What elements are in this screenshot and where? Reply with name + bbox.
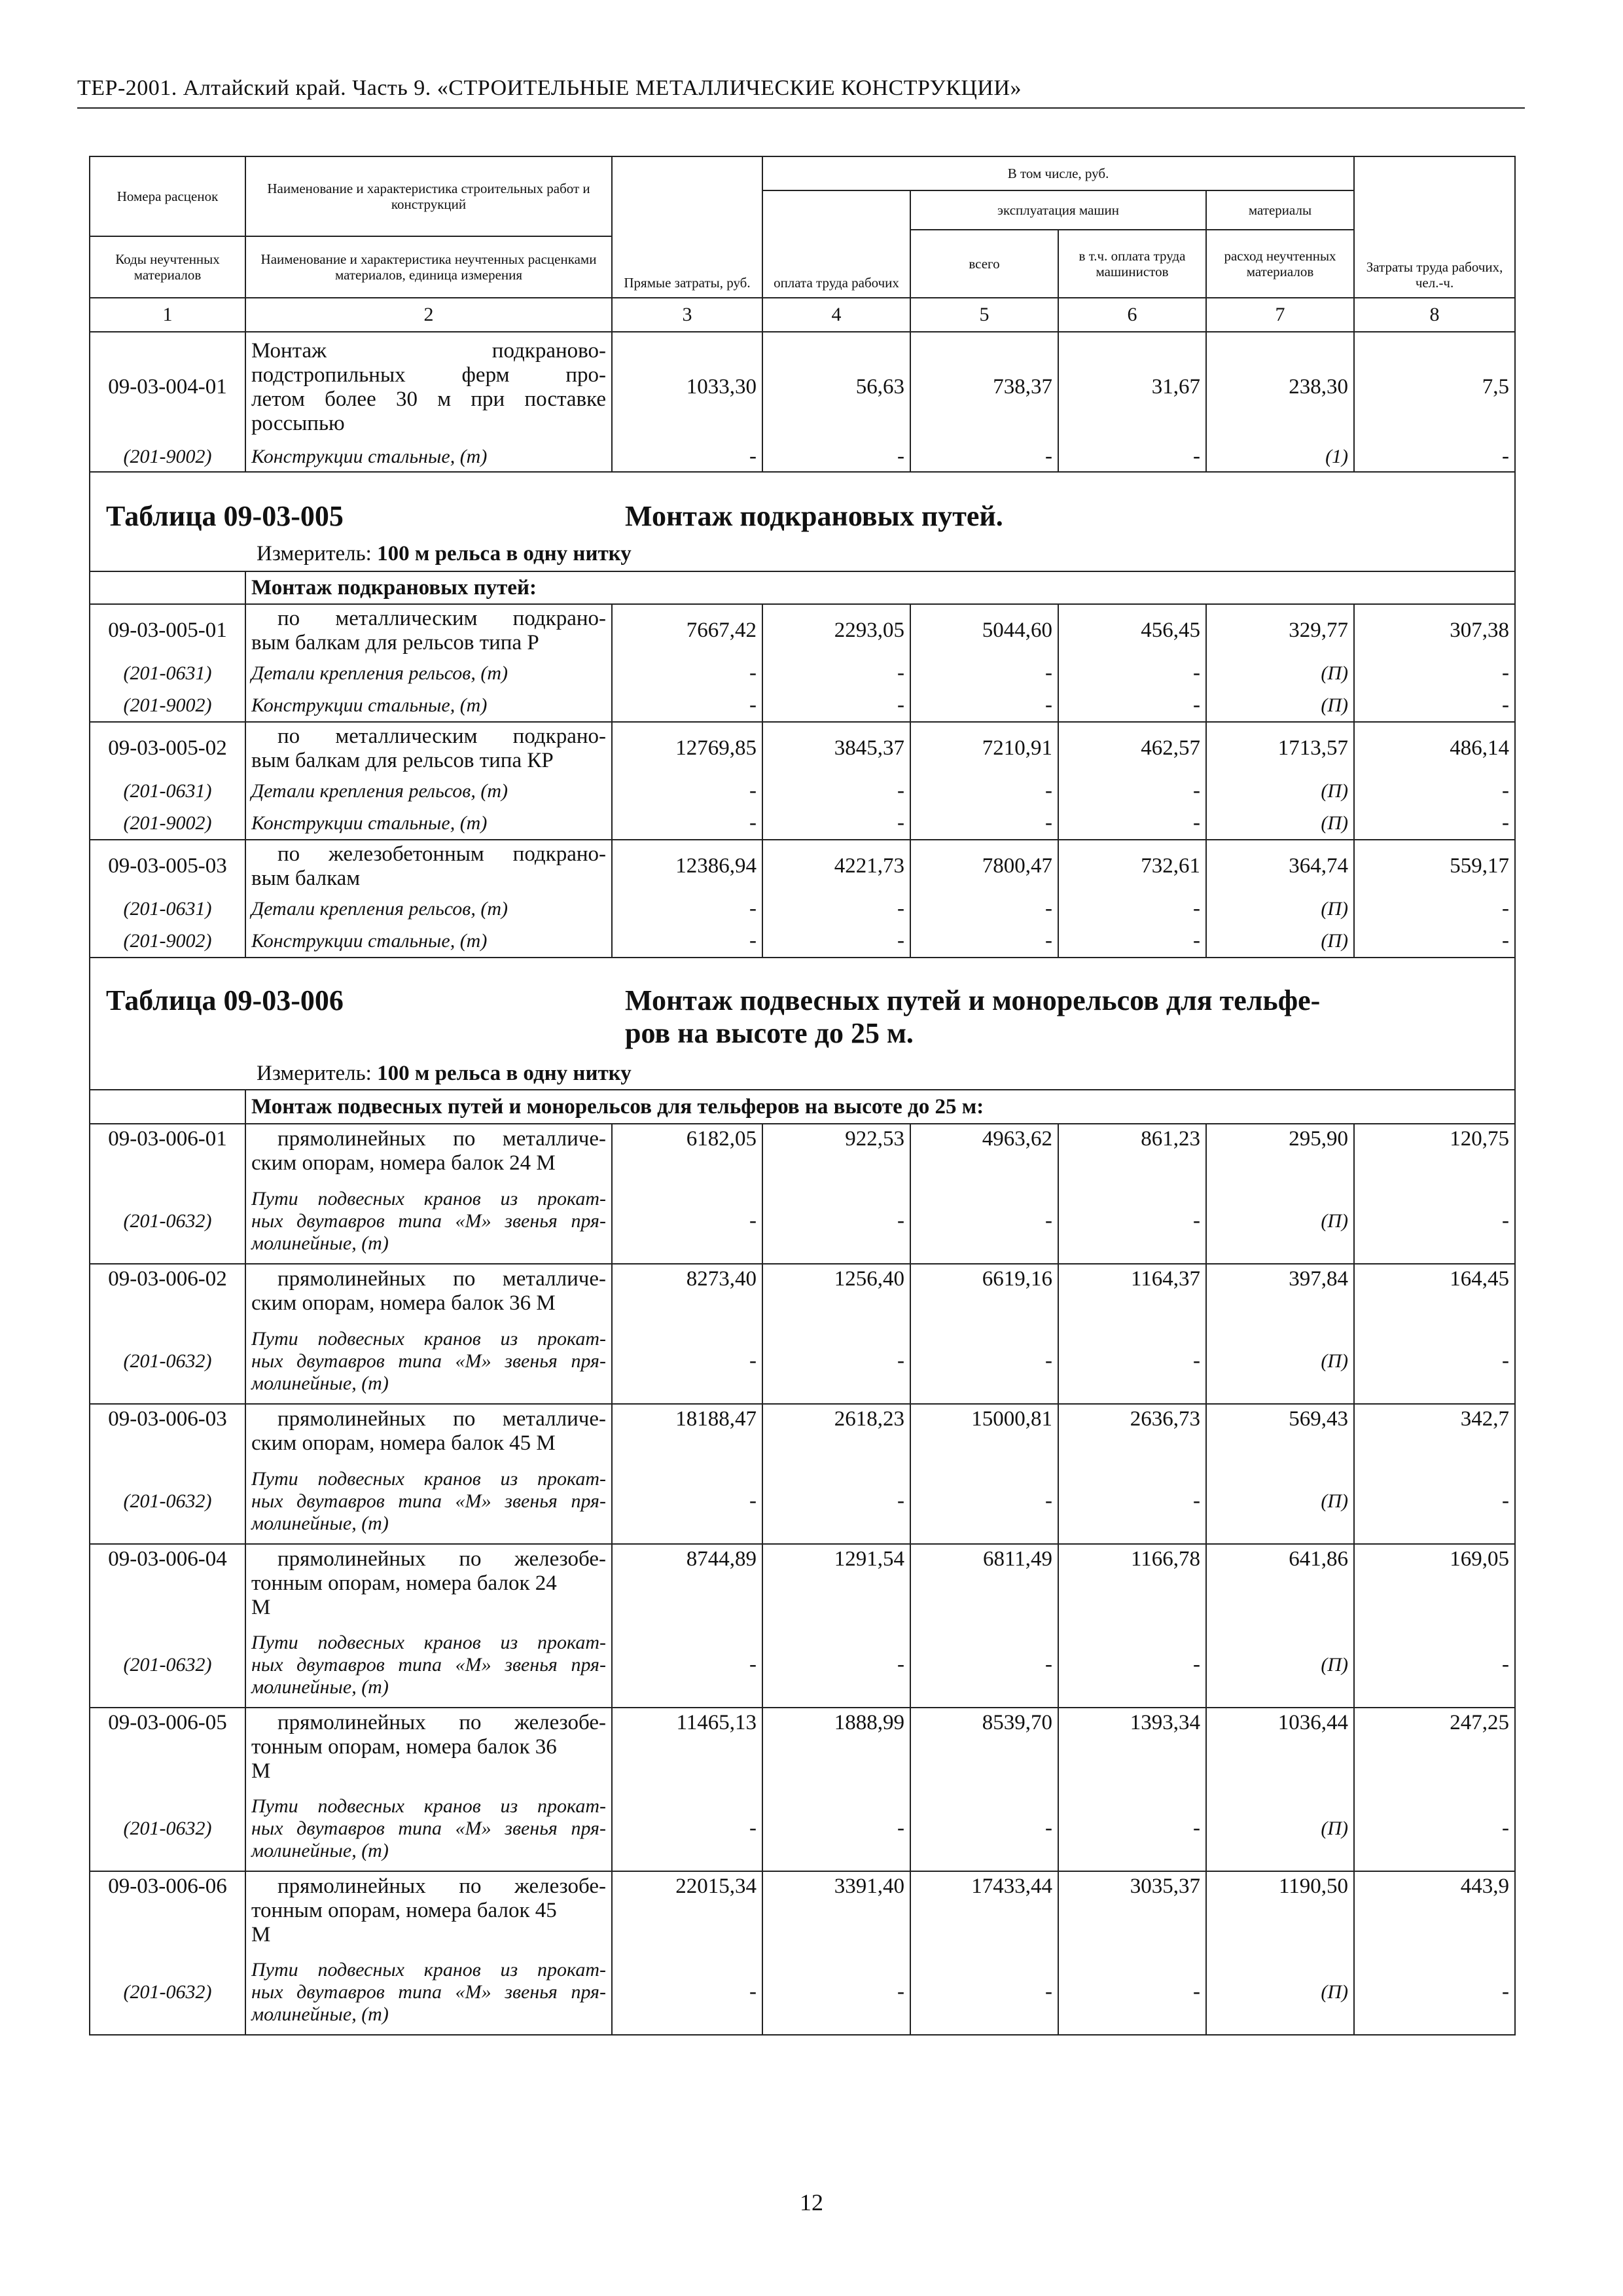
operators-pay: 3035,37 [1058,1871,1206,1950]
rate-code: 09-03-005-03 [90,840,245,892]
material-code: (201-0631) [90,656,245,689]
dash: - [762,892,910,925]
dash: - [762,1950,910,2035]
dash: - [910,892,1058,925]
table-label: Таблица 09-03-006 [106,984,344,1016]
operators-pay: 1166,78 [1058,1544,1206,1623]
machines-total: 17433,44 [910,1871,1058,1950]
operators-pay: 1164,37 [1058,1264,1206,1319]
dash: - [1058,1179,1206,1264]
labor-pay: 922,53 [762,1124,910,1179]
dash: - [1354,1950,1515,2035]
operators-pay: 732,61 [1058,840,1206,892]
col-num: 2 [245,298,612,332]
rate-name: по металлическим подкрано- вым балкам для рельсов типа КР [245,722,612,774]
rate-name: прямолинейных по металличе- ским опорам, номера балок 45 М [245,1404,612,1459]
dash: - [612,442,762,472]
material-name: Конструкции стальные, (т) [245,807,612,840]
col-num: 1 [90,298,245,332]
material-code: (201-0631) [90,774,245,807]
dash: - [762,689,910,722]
dash: - [612,1179,762,1264]
labor-costs: 120,75 [1354,1124,1515,1179]
machines-total: 6619,16 [910,1264,1058,1319]
col-direct-costs: Прямые затраты, руб. [612,156,762,298]
dash: - [1058,442,1206,472]
dash: - [762,925,910,958]
material-code: (201-9002) [90,442,245,472]
labor-pay: 3391,40 [762,1871,910,1950]
material-name: Конструкции стальные, (т) [245,689,612,722]
dash: - [910,442,1058,472]
materials: 641,86 [1206,1544,1354,1623]
rate-name: прямолинейных по металличе- ским опорам, номера балок 24 М [245,1124,612,1179]
dash: - [1354,1179,1515,1264]
measure-unit: Измеритель: 100 м рельса в одну нитку [257,1062,632,1085]
table-heading-006 [90,958,1515,1090]
dash: - [910,1786,1058,1871]
material-name: Конструкции стальные, (т) [245,925,612,958]
dash: - [910,1179,1058,1264]
operators-pay: 456,45 [1058,604,1206,656]
measure-unit: Измеритель: 100 м рельса в одну нитку [257,542,632,565]
labor-pay: 56,63 [762,332,910,442]
material-qty: (П) [1206,774,1354,807]
col-incl-operators: в т.ч. оплата труда машинистов [1058,230,1206,298]
operators-pay: 1393,34 [1058,1708,1206,1786]
dash: - [1058,774,1206,807]
dash: - [910,1319,1058,1404]
material-qty: (П) [1206,1319,1354,1404]
material-code: (201-0632) [90,1786,245,1871]
col-labor-pay: оплата труда рабочих [762,190,910,298]
direct-costs: 22015,34 [612,1871,762,1950]
rate-code: 09-03-006-04 [90,1544,245,1623]
labor-pay: 1291,54 [762,1544,910,1623]
page-number: 12 [800,2189,823,2215]
dash: - [612,656,762,689]
rates-table [89,156,1516,2036]
machines-total: 8539,70 [910,1708,1058,1786]
rate-name: прямолинейных по железобе- тонным опорам, номера балок 36 М [245,1708,612,1786]
labor-pay: 2618,23 [762,1404,910,1459]
labor-pay: 1256,40 [762,1264,910,1319]
material-code: (201-0632) [90,1950,245,2035]
dash: - [762,1623,910,1708]
materials: 397,84 [1206,1264,1354,1319]
dash: - [612,1623,762,1708]
table-title: Монтаж подвесных путей и монорельсов для тельфе- ров на высоте до 25 м. [625,984,1321,1049]
col-num: 5 [910,298,1058,332]
dash: - [612,1319,762,1404]
dash: - [1058,1319,1206,1404]
labor-costs: 342,7 [1354,1404,1515,1459]
table-label: Таблица 09-03-005 [106,500,344,532]
dash: - [762,442,910,472]
material-name: Детали крепления рельсов, (т) [245,892,612,925]
material-code: (201-9002) [90,807,245,840]
material-qty: (П) [1206,1786,1354,1871]
labor-pay: 3845,37 [762,722,910,774]
rate-code: 09-03-006-05 [90,1708,245,1786]
dash: - [1354,1786,1515,1871]
dash: - [1354,1459,1515,1544]
dash: - [1354,689,1515,722]
machines-total: 15000,81 [910,1404,1058,1459]
dash: - [1354,442,1515,472]
material-name: Пути подвесных кранов из прокат- ных двутавров типа «М» звенья пря- молинейные, (т) [245,1786,612,1871]
rate-code: 09-03-005-01 [90,604,245,656]
operators-pay: 2636,73 [1058,1404,1206,1459]
dash: - [1354,892,1515,925]
col-work-name: Наименование и характеристика строительных работ и конструкций [245,156,612,236]
material-qty: (П) [1206,1179,1354,1264]
material-qty: (П) [1206,656,1354,689]
dash: - [612,1950,762,2035]
dash: - [910,1623,1058,1708]
material-code: (201-0631) [90,892,245,925]
material-qty: (П) [1206,892,1354,925]
dash: - [910,1459,1058,1544]
dash: - [1058,689,1206,722]
labor-costs: 486,14 [1354,722,1515,774]
dash: - [1354,1319,1515,1404]
col-num: 8 [1354,298,1515,332]
labor-costs: 247,25 [1354,1708,1515,1786]
machines-total: 4963,62 [910,1124,1058,1179]
dash: - [1058,1459,1206,1544]
col-labor-costs: Затраты труда рабочих, чел.-ч. [1354,156,1515,298]
dash: - [1058,892,1206,925]
dash: - [1058,656,1206,689]
dash: - [762,656,910,689]
material-qty: (П) [1206,925,1354,958]
dash: - [612,925,762,958]
labor-costs: 7,5 [1354,332,1515,442]
col-num: 4 [762,298,910,332]
dash: - [1058,925,1206,958]
col-num: 6 [1058,298,1206,332]
direct-costs: 1033,30 [612,332,762,442]
labor-costs: 443,9 [1354,1871,1515,1950]
rate-code: 09-03-006-03 [90,1404,245,1459]
col-machines-total: всего [910,230,1058,298]
dash: - [612,1459,762,1544]
rate-name: по металлическим подкрано- вым балкам для рельсов типа Р [245,604,612,656]
machines-total: 5044,60 [910,604,1058,656]
dash: - [762,1786,910,1871]
col-material-name: Наименование и характеристика неучтенных расценками материалов, единица измерения [245,236,612,298]
table-heading-005 [90,472,1515,571]
direct-costs: 11465,13 [612,1708,762,1786]
col-including: В том числе, руб. [762,156,1354,190]
material-code: (201-0632) [90,1319,245,1404]
material-qty: (П) [1206,1623,1354,1708]
col-num: 3 [612,298,762,332]
dash: - [910,689,1058,722]
materials: 1190,50 [1206,1871,1354,1950]
material-code: (201-0632) [90,1623,245,1708]
section-title: Монтаж подвесных путей и монорельсов для тельферов на высоте до 25 м: [245,1090,1515,1124]
material-qty: (П) [1206,807,1354,840]
material-name: Пути подвесных кранов из прокат- ных двутавров типа «М» звенья пря- молинейные, (т) [245,1319,612,1404]
direct-costs: 12386,94 [612,840,762,892]
labor-costs: 307,38 [1354,604,1515,656]
rate-code: 09-03-005-02 [90,722,245,774]
dash: - [1058,1623,1206,1708]
materials: 569,43 [1206,1404,1354,1459]
labor-costs: 169,05 [1354,1544,1515,1623]
material-qty: (П) [1206,1950,1354,2035]
dash: - [1354,774,1515,807]
rate-name: прямолинейных по железобе- тонным опорам, номера балок 24 М [245,1544,612,1623]
rate-name: прямолинейных по железобе- тонным опорам, номера балок 45 М [245,1871,612,1950]
dash: - [612,1786,762,1871]
materials: 364,74 [1206,840,1354,892]
material-code: (201-0632) [90,1459,245,1544]
direct-costs: 12769,85 [612,722,762,774]
dash: - [910,656,1058,689]
dash: - [612,807,762,840]
machines-total: 7800,47 [910,840,1058,892]
rate-code: 09-03-006-06 [90,1871,245,1950]
labor-pay: 1888,99 [762,1708,910,1786]
dash: - [1354,656,1515,689]
materials: 1713,57 [1206,722,1354,774]
materials: 238,30 [1206,332,1354,442]
material-name: Пути подвесных кранов из прокат- ных двутавров типа «М» звенья пря- молинейные, (т) [245,1459,612,1544]
labor-pay: 2293,05 [762,604,910,656]
section-spacer [90,571,245,604]
materials: 1036,44 [1206,1708,1354,1786]
dash: - [1354,925,1515,958]
dash: - [762,1179,910,1264]
col-rate-numbers: Номера расценок [90,156,245,236]
labor-costs: 164,45 [1354,1264,1515,1319]
labor-pay: 4221,73 [762,840,910,892]
table-title: Монтаж подкрановых путей. [625,500,1003,532]
dash: - [1058,807,1206,840]
material-name: Конструкции стальные, (т) [245,442,612,472]
material-code: (201-0632) [90,1179,245,1264]
col-machines: эксплуатация машин [910,190,1206,230]
dash: - [910,1950,1058,2035]
col-num: 7 [1206,298,1354,332]
materials: 329,77 [1206,604,1354,656]
operators-pay: 861,23 [1058,1124,1206,1179]
dash: - [1058,1950,1206,2035]
direct-costs: 8744,89 [612,1544,762,1623]
material-name: Детали крепления рельсов, (т) [245,656,612,689]
section-spacer [90,1090,245,1124]
dash: - [910,774,1058,807]
dash: - [910,807,1058,840]
rate-name: Монтаж подкраново- подстропильных ферм про- летом более 30 м при поставке россыпью [245,332,612,442]
rate-name: прямолинейных по металличе- ским опорам, номера балок 36 М [245,1264,612,1319]
material-name: Пути подвесных кранов из прокат- ных двутавров типа «М» звенья пря- молинейные, (т) [245,1179,612,1264]
rate-name: по железобетонным подкрано- вым балкам [245,840,612,892]
operators-pay: 462,57 [1058,722,1206,774]
material-qty: (П) [1206,1459,1354,1544]
running-header: ТЕР-2001. Алтайский край. Часть 9. «СТРОИТЕЛЬНЫЕ МЕТАЛЛИЧЕСКИЕ КОНСТРУКЦИИ» [77,76,1525,109]
machines-total: 7210,91 [910,722,1058,774]
col-material-codes: Коды неучтенных материалов [90,236,245,298]
dash: - [762,807,910,840]
dash: - [1058,1786,1206,1871]
dash: - [1354,1623,1515,1708]
dash: - [612,892,762,925]
operators-pay: 31,67 [1058,332,1206,442]
material-qty: (1) [1206,442,1354,472]
material-name: Детали крепления рельсов, (т) [245,774,612,807]
material-qty: (П) [1206,689,1354,722]
machines-total: 6811,49 [910,1544,1058,1623]
direct-costs: 18188,47 [612,1404,762,1459]
rate-code: 09-03-006-01 [90,1124,245,1179]
dash: - [1354,807,1515,840]
material-name: Пути подвесных кранов из прокат- ных двутавров типа «М» звенья пря- молинейные, (т) [245,1623,612,1708]
dash: - [762,1459,910,1544]
labor-costs: 559,17 [1354,840,1515,892]
direct-costs: 6182,05 [612,1124,762,1179]
section-title: Монтаж подкрановых путей: [245,571,1515,604]
col-unaccounted-materials: расход неучтенных материалов [1206,230,1354,298]
machines-total: 738,37 [910,332,1058,442]
col-materials: материалы [1206,190,1354,230]
dash: - [762,1319,910,1404]
direct-costs: 7667,42 [612,604,762,656]
dash: - [910,925,1058,958]
rate-code: 09-03-006-02 [90,1264,245,1319]
direct-costs: 8273,40 [612,1264,762,1319]
dash: - [762,774,910,807]
dash: - [612,689,762,722]
material-code: (201-9002) [90,689,245,722]
materials: 295,90 [1206,1124,1354,1179]
material-code: (201-9002) [90,925,245,958]
dash: - [612,774,762,807]
rate-code: 09-03-004-01 [90,332,245,442]
material-name: Пути подвесных кранов из прокат- ных двутавров типа «М» звенья пря- молинейные, (т) [245,1950,612,2035]
